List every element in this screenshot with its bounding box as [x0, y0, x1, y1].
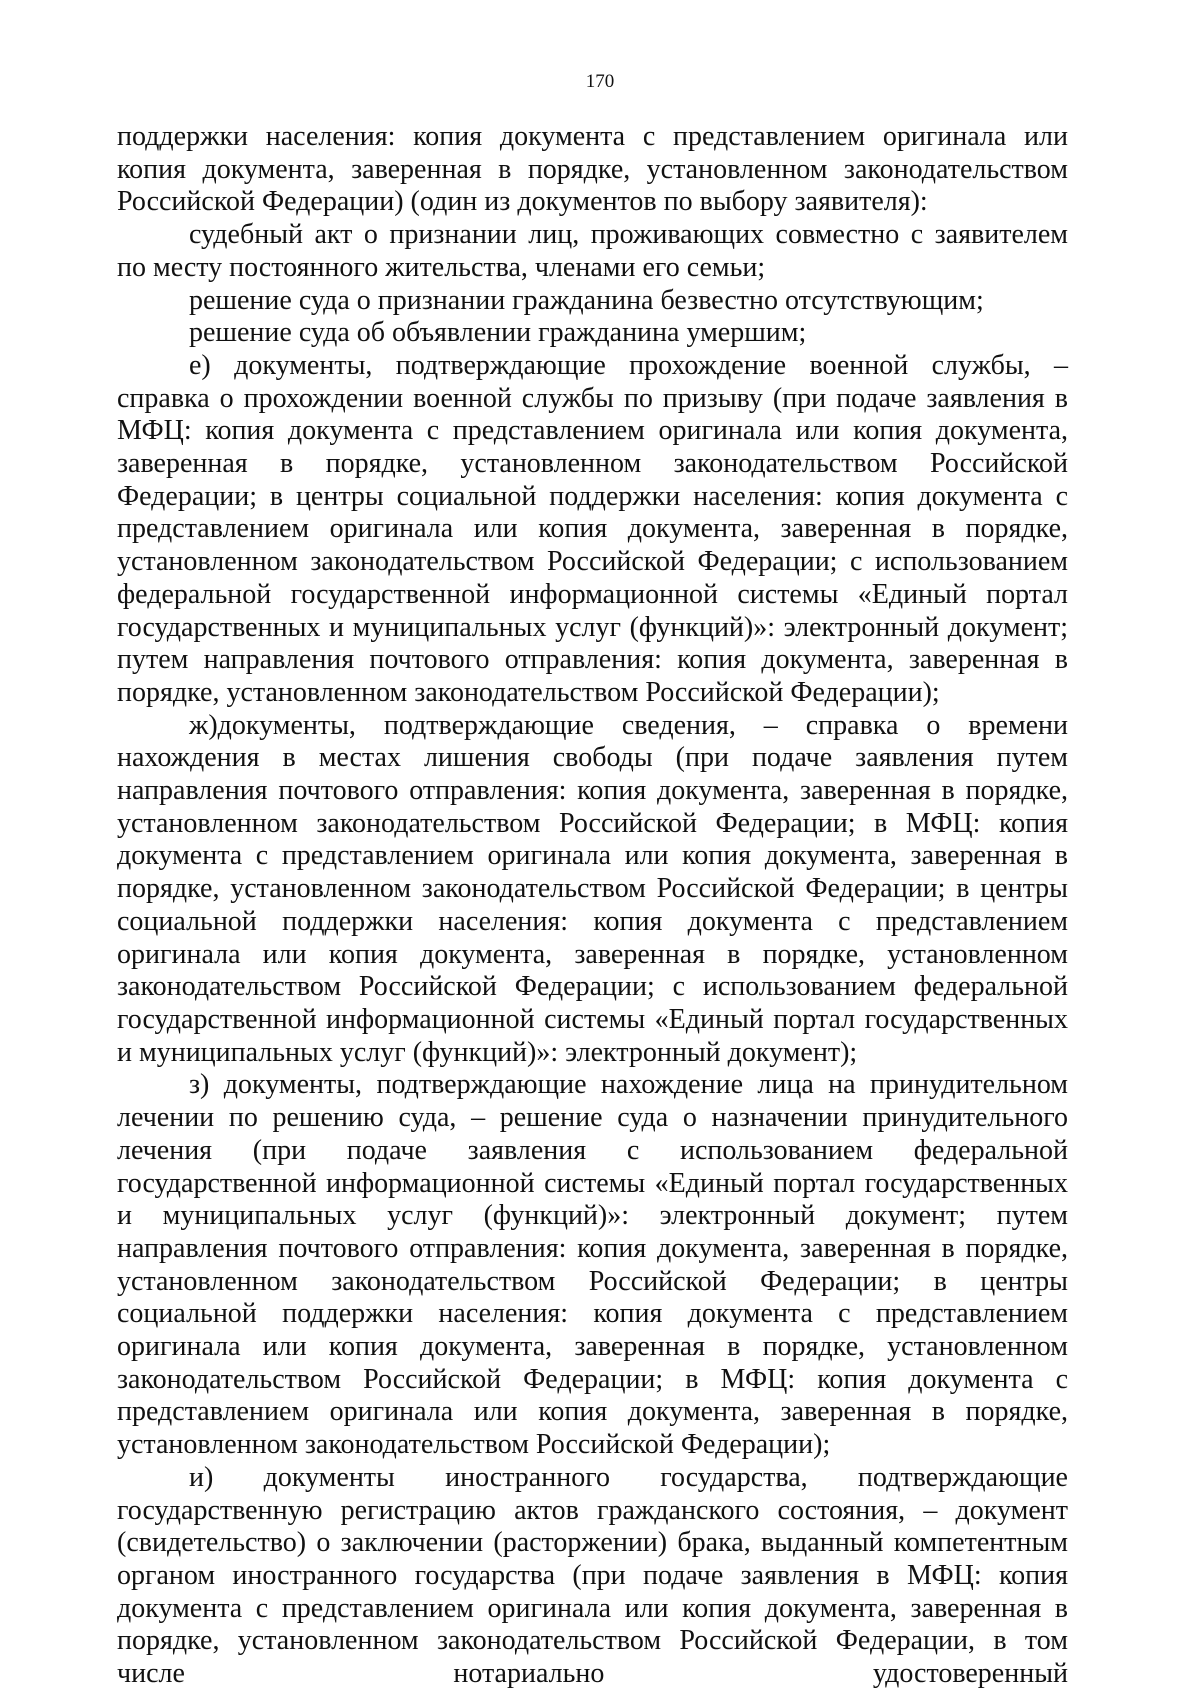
paragraph-item-i-foreign: и) документы иностранного государства, подтверждающие государственную регистрацию актов гражданского состояния, – документ (свидетельство) о заключении (расторжении) брака, выданный компетентным органом иностранного государства (при подаче заявления в МФЦ: копия документа с представлением оригинала или копия документа, заверенная в порядке, установленном законодательством Российской Федерации, в том числе нотариально удостоверенный: [117, 1461, 1068, 1690]
paragraph-item-e-military: е) документы, подтверждающие прохождение военной службы, – справка о прохождении военной службы по призыву (при подаче заявления в МФЦ: копия документа с представлением оригинала или копия документа, заверенная в порядке, установленном законодательством Российской Федерации; в центры социальной поддержки населения: копия документа с представлением оригинала или копия документа, заверенная в порядке, установленном законодательством Российской Федерации; с использованием федеральной государственной информационной системы «Единый портал государственных и муниципальных услуг (функций)»: электронный документ; путем направления почтового отправления: копия документа, заверенная в порядке, установленном законодательством Российской Федерации);: [117, 349, 1068, 708]
paragraph-item-zh-detention: ж)документы, подтверждающие сведения, – справка о времени нахождения в местах лишения свободы (при подаче заявления путем направления почтового отправления: копия документа, заверенная в порядке, установленном законодательством Российской Федерации; в МФЦ: копия документа с представлением оригинала или копия документа, заверенная в порядке, установленном законодательством Российской Федерации; в центры социальной поддержки населения: копия документа с представлением оригинала или копия документа, заверенная в порядке, установленном законодательством Российской Федерации; с использованием федеральной государственной информационной системы «Единый портал государственных и муниципальных услуг (функций)»: электронный документ);: [117, 709, 1068, 1068]
document-body: [117, 121, 1068, 1691]
paragraph-court-deceased: решение суда об объявлении гражданина умершим;: [189, 317, 807, 349]
page-number: 170: [585, 71, 615, 92]
paragraph-continuation: поддержки населения: копия документа с представлением оригинала или копия документа, заверенная в порядке, установленном законодательством Российской Федерации) (один из документов по выбору заявителя):: [117, 121, 1068, 218]
paragraph-court-act-family: судебный акт о признании лиц, проживающих совместно с заявителем по месту постоянного жительства, членами его семьи;: [117, 219, 1068, 283]
paragraph-court-missing: решение суда о признании гражданина безвестно отсутствующим;: [189, 284, 984, 316]
paragraph-item-z-treatment: з) документы, подтверждающие нахождение лица на принудительном лечении по решению суда, – решение суда о назначении принудительного лечения (при подаче заявления с использованием федеральной государственной информационной системы «Единый портал государственных и муниципальных услуг (функций)»: электронный документ; путем направления почтового отправления: копия документа, заверенная в порядке, установленном законодательством Российской Федерации; в центры социальной поддержки населения: копия документа с представлением оригинала или копия документа, заверенная в порядке, установленном законодательством Российской Федерации; в МФЦ: копия документа с представлением оригинала или копия документа, заверенная в порядке, установленном законодательством Российской Федерации);: [117, 1069, 1068, 1461]
